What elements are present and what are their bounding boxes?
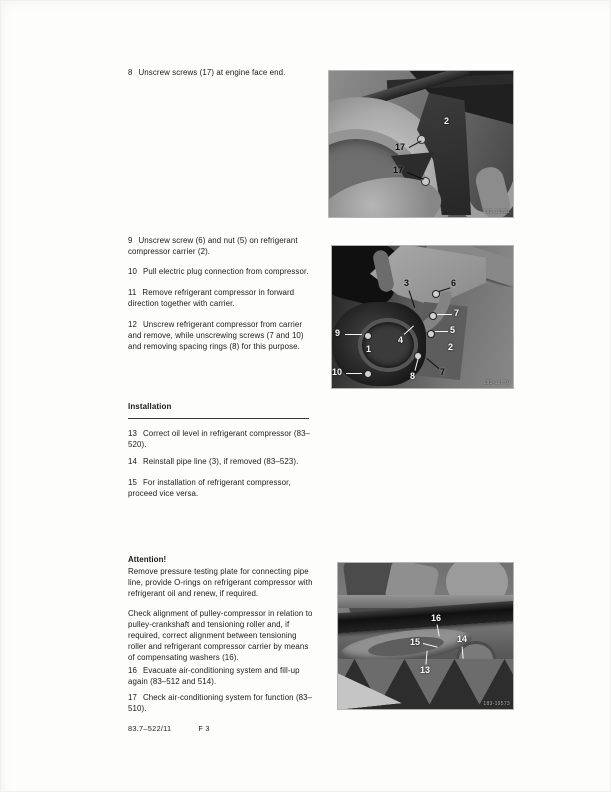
figure-callout: 6 <box>451 278 457 288</box>
step-text: For installation of refrigerant compressor, proceed vice versa. <box>128 478 291 498</box>
photo-shape <box>429 312 437 320</box>
photo-shape <box>364 370 372 378</box>
figure-callout: 14 <box>457 634 468 644</box>
photo-shape <box>364 332 372 340</box>
step-12 <box>128 320 316 353</box>
figure-callout: 17 <box>395 142 406 152</box>
figure-callout: 2 <box>444 116 450 126</box>
callout-line <box>437 314 452 315</box>
figure-id: 183-19570 <box>483 380 510 386</box>
figure-callout: 7 <box>440 367 446 377</box>
page-code: F 3 <box>198 724 210 733</box>
step-text: Unscrew screws (17) at engine face end. <box>138 68 286 77</box>
figure-engine-face-end-photo <box>329 71 513 217</box>
attention-paragraph-2: Check alignment of pulley-compressor in relation to pulley-crankshaft and tensioning roller and, if required, correct alignment between tensioning roller and refrigerant compressor carrier by means of compensating washers (16). <box>128 609 313 662</box>
step-number: 15 <box>128 478 137 487</box>
document-number: 83.7–522/11 <box>128 724 172 733</box>
step-15 <box>128 478 316 500</box>
figure-id: 183-19521 <box>483 209 510 215</box>
figure-callout: 1 <box>366 344 372 354</box>
step-text: Correct oil level in refrigerant compressor (83–520). <box>128 429 311 449</box>
step-8 <box>128 68 316 79</box>
callout-line <box>435 331 448 332</box>
step-16 <box>128 666 316 688</box>
attention-paragraph-1: Remove pressure testing plate for connecting pipe line, provide O-rings on refrigerant compressor with refrigerant oil and renew, if required. <box>128 567 313 598</box>
step-11 <box>128 288 316 310</box>
attention-heading: Attention! <box>128 555 167 564</box>
step-number: 13 <box>128 429 137 438</box>
step-text: Unscrew refrigerant compressor from carrier and remove, while unscrewing screws (7 and 10) and removing spacing rings (8) for this purpose. <box>128 320 304 351</box>
figure-compressor-carrier-photo <box>332 246 513 388</box>
step-number: 8 <box>128 68 133 77</box>
callout-line <box>345 334 362 335</box>
figure-callout: 3 <box>404 278 410 288</box>
step-text: Evacuate air-conditioning system and fill-up again (83–512 and 514). <box>128 666 300 686</box>
step-text: Check air-conditioning system for function (83–510). <box>128 693 313 713</box>
photo-shape <box>427 330 435 338</box>
step-17 <box>128 693 316 715</box>
figure-pulley-belt-photo <box>338 563 513 709</box>
step-number: 11 <box>128 288 137 297</box>
step-text: Reinstall pipe line (3), if removed (83–523). <box>142 457 299 466</box>
step-text: Pull electric plug connection from compressor. <box>142 267 309 276</box>
step-number: 10 <box>128 267 137 276</box>
page-footer <box>128 724 210 733</box>
step-10 <box>128 267 316 278</box>
figure-id: 183-19573 <box>483 701 510 707</box>
figure-callout: 17 <box>393 165 404 175</box>
step-number: 17 <box>128 693 137 702</box>
figure-callout: 9 <box>335 328 341 338</box>
figure-callout: 4 <box>398 335 404 345</box>
figure-callout: 15 <box>410 637 421 647</box>
step-14 <box>128 457 316 468</box>
step-text: Remove refrigerant compressor in forward direction together with carrier. <box>128 288 295 308</box>
figure-callout: 16 <box>431 613 442 623</box>
figure-callout: 13 <box>420 665 431 675</box>
step-number: 14 <box>128 457 137 466</box>
figure-callout: 5 <box>450 325 456 335</box>
step-text: Unscrew screw (6) and nut (5) on refrigerant compressor carrier (2). <box>128 236 298 256</box>
figure-callout: 10 <box>332 367 343 377</box>
figure-callout: 8 <box>410 371 416 381</box>
step-13 <box>128 429 316 451</box>
installation-heading: Installation <box>128 402 309 419</box>
figure-callout: 2 <box>448 342 454 352</box>
callout-line <box>346 373 362 374</box>
step-number: 16 <box>128 666 137 675</box>
step-number: 9 <box>128 236 133 245</box>
step-9 <box>128 236 316 258</box>
step-number: 12 <box>128 320 137 329</box>
figure-callout: 7 <box>454 308 460 318</box>
